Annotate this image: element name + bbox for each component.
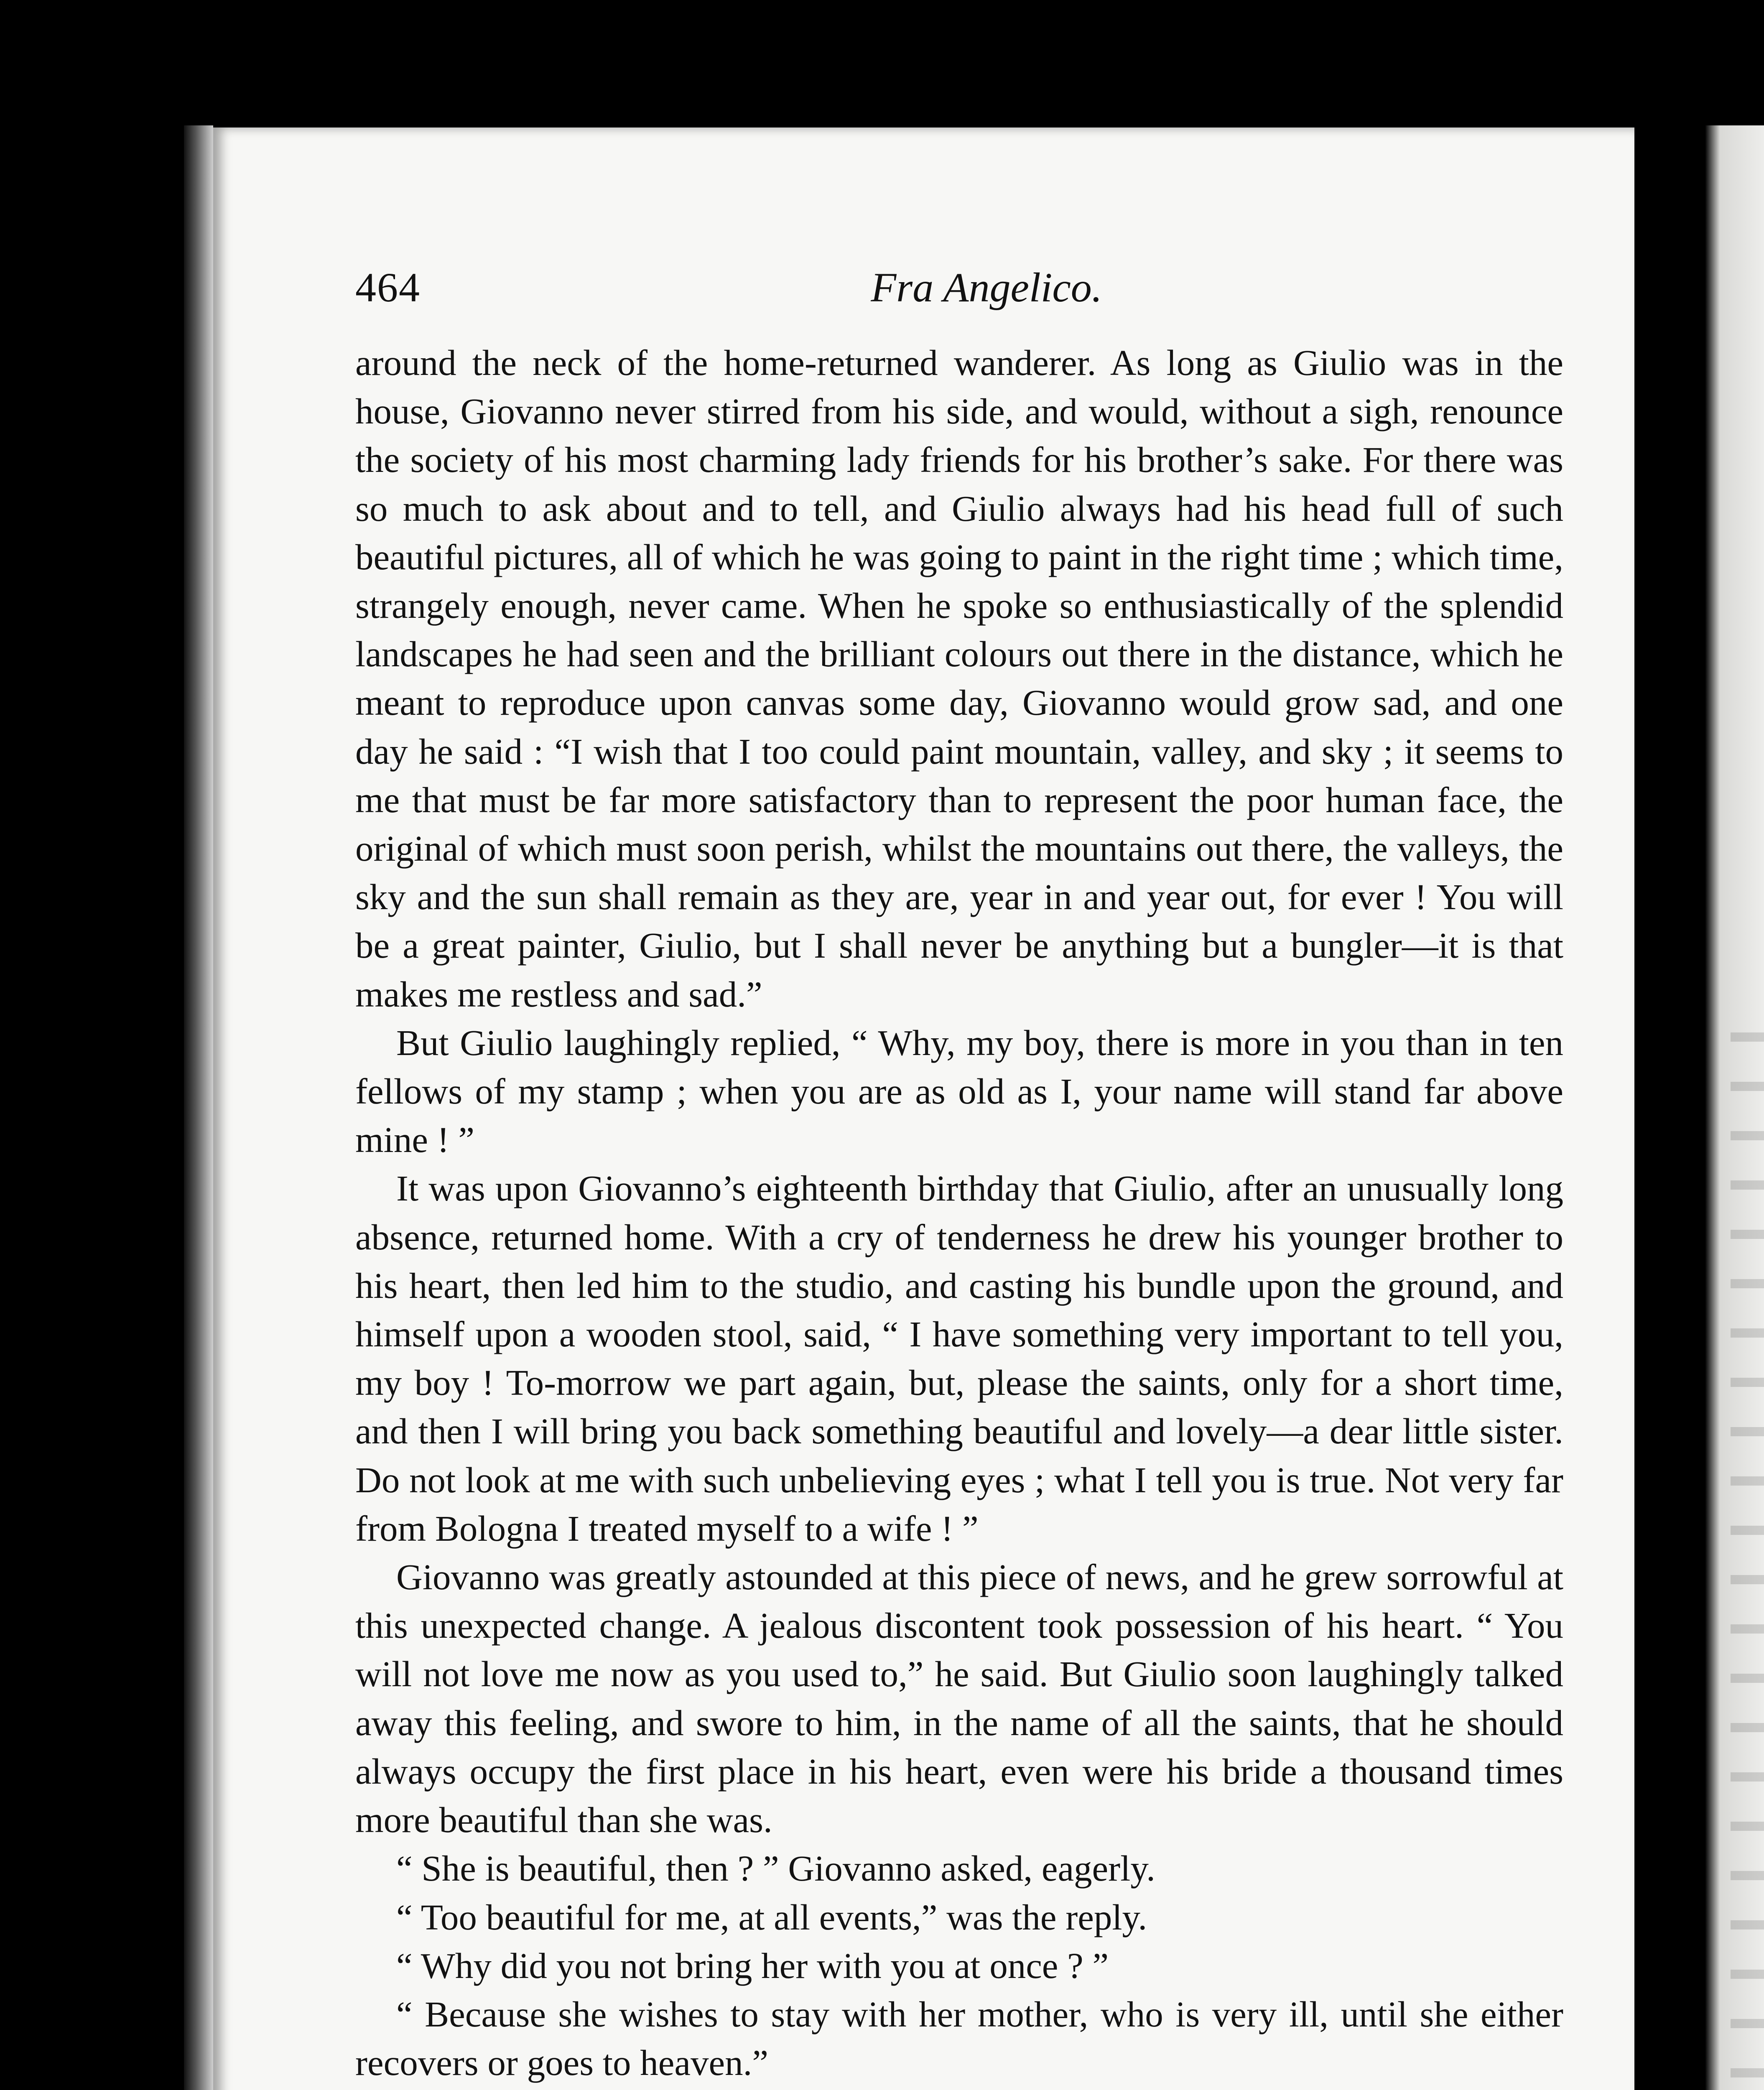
paragraph (355, 2087, 1563, 2090)
page-number: 464 (355, 264, 421, 311)
paragraph: But Giulio laughingly replied, “ Why, my boy, there is more in you than in ten fellows of my stamp ; when you are as old as I, your name will stand far above mine ! ” (355, 1022, 1563, 1160)
body-text (355, 339, 1563, 2090)
paragraph: around the neck of the home-returned wanderer. As long as Giulio was in the house, Giovanno never stirred from his side, and would, without a sigh, renounce the society of his most charming lady friends for his brother’s sake. For there was so much to ask about and to tell, and Giulio always had his head full of such beautiful pictures, all of which he was going to paint in the right time ; which time, strangely enough, never came. When he spoke so enthusiastically of the splendid landscapes he had seen and the brilliant colours out there in the distance, which he meant to reproduce upon canvas some day, Giovanno would grow sad, and one day he said : “I wish that I too could paint mountain, valley, and sky ; it seems to me that must be far more satisfactory than to represent the poor human face, the original of which must soon perish, whilst the mountains out there, the valleys, the sky and the sun shall remain as they are, year in and year out, for ever ! You will be a great painter, Giulio, but I shall never be anything but a bungler—it is that makes me restless and sad.” (355, 342, 1563, 1014)
paragraph: “ Why did you not bring her with you at once ? ” (396, 1945, 1109, 1986)
scan-binding-edge (184, 125, 213, 2090)
paragraph: It was upon Giovanno’s eighteenth birthday that Giulio, after an unusually long absence, returned home. With a cry of tenderness he drew his younger brother to his heart, then led him to the studio, and casting his bundle upon the ground, and himself upon a wooden stool, said, “ I have something very important to tell you, my boy ! To-morrow we part again, but, please the saints, only for a short time, and then I will bring you back something beautiful and lovely—a dear little sister. Do not look at me with such unbelieving eyes ; what I tell you is true. Not very far from Bologna I treated myself to a wife ! ” (355, 1168, 1563, 1549)
paragraph: “ She is beautiful, then ? ” Giovanno asked, eagerly. (396, 1848, 1155, 1889)
running-title: Fra Angelico. (871, 264, 1102, 311)
paragraph: Giovanno was greatly astounded at this piece of news, and he grew sorrowful at this unexpected change. A jealous discontent took possession of his heart. “ You will not love me now as you used to,” he said. But Giulio soon laughingly talked away this feeling, and swore to him, in the name of all the saints, that he should always occupy the first place in his heart, even were his bride a thousand times more beautiful than she was. (355, 1557, 1563, 1840)
facing-page-text-bleed (1731, 1003, 1764, 2090)
page-header (355, 263, 1568, 318)
paragraph: “ Because she wishes to stay with her mother, who is very ill, until she either recovers or goes to heaven.” (355, 1993, 1563, 2083)
paragraph: “ Too beautiful for me, at all events,” was the reply. (396, 1896, 1147, 1937)
